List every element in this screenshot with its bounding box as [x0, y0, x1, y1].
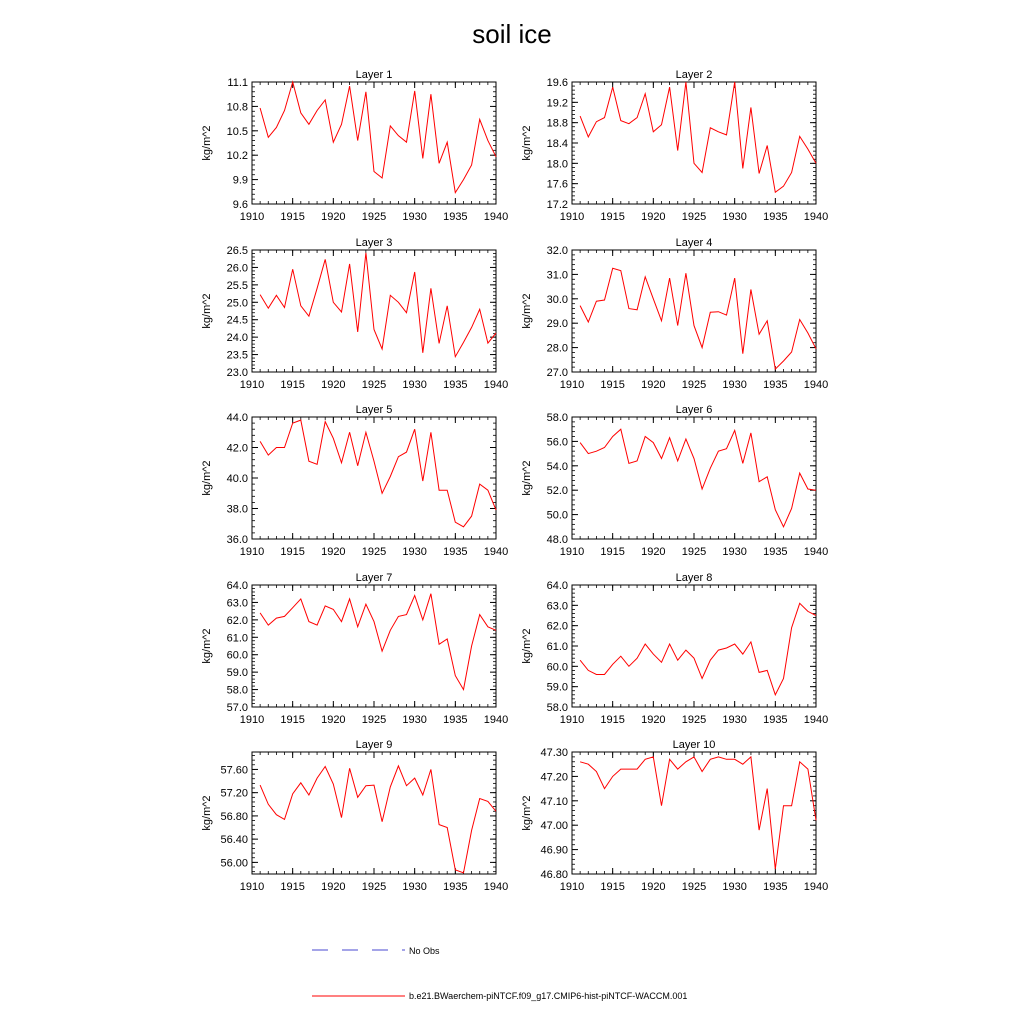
x-tick-label: 1935 — [443, 379, 468, 391]
x-tick-label: 1925 — [361, 379, 387, 391]
series-line — [580, 757, 816, 869]
y-tick-label: 57.20 — [220, 787, 248, 800]
y-tick-label: 19.6 — [546, 77, 568, 89]
y-tick-label: 64.0 — [226, 580, 248, 592]
x-tick-label: 1915 — [280, 379, 305, 391]
x-tick-label: 1930 — [402, 714, 427, 726]
panel-layer-6 — [521, 404, 828, 558]
panel-layer-3 — [201, 237, 508, 391]
panel-layer-2 — [521, 69, 828, 223]
x-tick-label: 1940 — [483, 546, 509, 558]
x-tick-label: 1925 — [361, 546, 387, 558]
x-tick-label: 1940 — [803, 211, 829, 223]
panel-layer-9 — [201, 739, 508, 893]
plot-frame — [252, 250, 496, 372]
panel-title: Layer 4 — [675, 237, 713, 249]
x-tick-label: 1915 — [280, 546, 305, 558]
y-tick-label: 58.0 — [546, 702, 568, 714]
plot-frame — [572, 82, 816, 204]
y-tick-label: 10.5 — [226, 125, 248, 138]
y-tick-label: 59.0 — [226, 667, 248, 680]
y-tick-label: 64.0 — [546, 580, 568, 592]
series-line — [580, 429, 816, 527]
panel-title: Layer 3 — [355, 237, 393, 249]
panel-title: Layer 2 — [675, 69, 713, 81]
x-tick-label: 1925 — [681, 211, 707, 223]
legend-no-obs-label: No Obs — [409, 946, 440, 956]
y-tick-label: 29.0 — [546, 318, 568, 331]
y-tick-label: 26.0 — [226, 262, 248, 275]
plot-frame — [572, 417, 816, 539]
x-tick-label: 1910 — [559, 714, 585, 726]
x-tick-label: 1925 — [681, 379, 707, 391]
y-tick-label: 48.0 — [546, 534, 568, 546]
x-tick-label: 1920 — [321, 211, 346, 223]
x-tick-label: 1930 — [402, 546, 427, 558]
x-tick-label: 1925 — [361, 211, 387, 223]
y-tick-label: 56.0 — [546, 436, 568, 449]
panel-title: Layer 9 — [355, 739, 393, 751]
x-tick-label: 1915 — [600, 379, 625, 391]
y-tick-label: 57.0 — [226, 702, 248, 714]
series-line — [580, 82, 816, 192]
x-tick-label: 1915 — [600, 211, 625, 223]
y-tick-label: 57.60 — [220, 764, 248, 777]
y-tick-label: 10.2 — [226, 150, 248, 163]
plot-frame — [572, 250, 816, 372]
panels-grid — [201, 69, 828, 893]
x-tick-label: 1930 — [722, 211, 747, 223]
y-tick-label: 62.0 — [226, 614, 248, 627]
x-tick-label: 1915 — [280, 714, 305, 726]
series-line — [260, 420, 496, 527]
panel-title: Layer 8 — [675, 572, 713, 584]
plot-frame — [252, 752, 496, 874]
x-tick-label: 1920 — [641, 881, 666, 893]
y-tick-label: 61.0 — [546, 641, 568, 653]
y-tick-label: 56.80 — [220, 810, 248, 823]
series-line — [260, 594, 496, 690]
x-tick-label: 1935 — [443, 546, 468, 558]
y-axis-label: kg/m^2 — [521, 628, 533, 664]
y-tick-label: 59.0 — [546, 681, 568, 694]
x-tick-label: 1935 — [763, 379, 788, 391]
x-tick-label: 1915 — [280, 211, 305, 223]
legend — [312, 946, 687, 1001]
x-tick-label: 1910 — [239, 211, 265, 223]
x-tick-label: 1910 — [559, 881, 585, 893]
x-tick-label: 1940 — [803, 379, 829, 391]
y-tick-label: 30.0 — [546, 293, 568, 306]
panel-title: Layer 6 — [675, 404, 713, 416]
y-tick-label: 44.0 — [226, 412, 248, 424]
x-tick-label: 1920 — [641, 211, 666, 223]
x-tick-label: 1940 — [483, 881, 509, 893]
x-tick-label: 1925 — [681, 881, 707, 893]
x-tick-label: 1920 — [321, 714, 346, 726]
y-tick-label: 52.0 — [546, 485, 568, 498]
x-tick-label: 1920 — [321, 379, 346, 391]
y-tick-label: 24.5 — [226, 314, 248, 327]
y-tick-label: 10.8 — [226, 101, 248, 114]
y-tick-label: 23.5 — [226, 349, 248, 362]
x-tick-label: 1930 — [722, 714, 747, 726]
panel-title: Layer 7 — [355, 572, 393, 584]
panel-layer-5 — [201, 404, 508, 558]
x-tick-label: 1930 — [722, 881, 747, 893]
y-tick-label: 56.00 — [220, 857, 248, 870]
y-tick-label: 58.0 — [226, 684, 248, 697]
y-axis-label: kg/m^2 — [521, 125, 533, 161]
y-tick-label: 54.0 — [546, 460, 568, 473]
y-tick-label: 19.2 — [546, 97, 568, 110]
series-line — [260, 253, 496, 357]
y-tick-label: 46.80 — [540, 869, 568, 881]
y-tick-label: 27.0 — [546, 367, 568, 379]
x-tick-label: 1920 — [641, 546, 666, 558]
y-tick-label: 50.0 — [546, 509, 568, 522]
y-tick-label: 60.0 — [226, 649, 248, 662]
y-tick-label: 62.0 — [546, 620, 568, 633]
panel-layer-10 — [521, 739, 828, 893]
x-tick-label: 1930 — [402, 211, 427, 223]
x-tick-label: 1935 — [443, 714, 468, 726]
x-tick-label: 1930 — [402, 881, 427, 893]
y-axis-label: kg/m^2 — [201, 293, 213, 329]
y-tick-label: 38.0 — [226, 503, 248, 516]
x-tick-label: 1915 — [600, 714, 625, 726]
x-tick-label: 1935 — [763, 714, 788, 726]
x-tick-label: 1915 — [600, 881, 625, 893]
y-tick-label: 25.0 — [226, 297, 248, 310]
y-axis-label: kg/m^2 — [201, 125, 213, 161]
y-tick-label: 61.0 — [226, 632, 248, 645]
panel-title: Layer 5 — [355, 404, 393, 416]
y-tick-label: 17.2 — [546, 199, 568, 211]
y-tick-label: 63.0 — [546, 600, 568, 613]
x-tick-label: 1940 — [803, 546, 829, 558]
y-tick-label: 25.5 — [226, 279, 248, 292]
x-tick-label: 1935 — [443, 881, 468, 893]
y-tick-label: 11.1 — [227, 77, 248, 89]
panel-layer-4 — [521, 237, 828, 391]
page-title: soil ice — [472, 19, 552, 49]
y-axis-label: kg/m^2 — [521, 795, 533, 831]
x-tick-label: 1935 — [443, 211, 468, 223]
x-tick-label: 1920 — [321, 881, 346, 893]
y-tick-label: 60.0 — [546, 661, 568, 674]
y-tick-label: 24.0 — [226, 332, 248, 345]
y-tick-label: 58.0 — [546, 412, 568, 424]
x-tick-label: 1940 — [803, 881, 829, 893]
y-tick-label: 32.0 — [546, 245, 568, 257]
x-tick-label: 1915 — [600, 546, 625, 558]
x-tick-label: 1910 — [239, 881, 265, 893]
y-tick-label: 63.0 — [226, 597, 248, 610]
y-tick-label: 26.5 — [226, 245, 248, 257]
panel-title: Layer 1 — [355, 69, 393, 81]
series-line — [580, 603, 816, 695]
y-tick-label: 46.90 — [540, 844, 568, 857]
panel-layer-1 — [201, 69, 508, 223]
x-tick-label: 1910 — [239, 379, 265, 391]
x-tick-label: 1910 — [559, 211, 585, 223]
y-tick-label: 40.0 — [226, 473, 248, 485]
plot-frame — [252, 585, 496, 707]
x-tick-label: 1910 — [239, 546, 265, 558]
x-tick-label: 1930 — [402, 379, 427, 391]
y-tick-label: 17.6 — [546, 178, 568, 191]
y-tick-label: 47.20 — [540, 771, 568, 784]
series-line — [260, 82, 496, 193]
x-tick-label: 1920 — [641, 714, 666, 726]
y-tick-label: 47.00 — [540, 820, 568, 833]
x-tick-label: 1920 — [641, 379, 666, 391]
y-tick-label: 9.9 — [232, 174, 248, 187]
y-axis-label: kg/m^2 — [201, 795, 213, 831]
y-tick-label: 47.30 — [540, 747, 568, 759]
series-line — [580, 268, 816, 369]
x-tick-label: 1940 — [483, 211, 509, 223]
x-tick-label: 1940 — [483, 379, 509, 391]
legend-model-label: b.e21.BWaerchem-piNTCF.f09_g17.CMIP6-hist-piNTCF-WACCM.001 — [409, 991, 688, 1001]
series-line — [260, 766, 496, 873]
y-tick-label: 18.8 — [546, 117, 568, 130]
x-tick-label: 1935 — [763, 211, 788, 223]
plot-frame — [572, 752, 816, 874]
x-tick-label: 1935 — [763, 546, 788, 558]
y-tick-label: 23.0 — [226, 367, 248, 379]
x-tick-label: 1925 — [361, 881, 387, 893]
x-tick-label: 1910 — [559, 546, 585, 558]
panel-layer-7 — [201, 572, 508, 726]
y-tick-label: 36.0 — [226, 534, 248, 546]
x-tick-label: 1925 — [681, 714, 707, 726]
panel-layer-8 — [521, 572, 828, 726]
panel-title: Layer 10 — [672, 739, 716, 751]
x-tick-label: 1920 — [321, 546, 346, 558]
y-axis-label: kg/m^2 — [521, 293, 533, 329]
x-tick-label: 1910 — [239, 714, 265, 726]
y-tick-label: 56.40 — [220, 834, 248, 847]
y-axis-label: kg/m^2 — [521, 460, 533, 496]
x-tick-label: 1935 — [763, 881, 788, 893]
x-tick-label: 1930 — [722, 379, 747, 391]
y-tick-label: 9.6 — [232, 199, 248, 211]
x-tick-label: 1930 — [722, 546, 747, 558]
y-tick-label: 42.0 — [226, 442, 248, 455]
x-tick-label: 1925 — [681, 546, 707, 558]
x-tick-label: 1925 — [361, 714, 387, 726]
y-tick-label: 28.0 — [546, 342, 568, 355]
x-tick-label: 1910 — [559, 379, 585, 391]
x-tick-label: 1940 — [483, 714, 509, 726]
y-axis-label: kg/m^2 — [201, 628, 213, 664]
y-axis-label: kg/m^2 — [201, 460, 213, 496]
plot-frame — [572, 585, 816, 707]
y-tick-label: 18.0 — [546, 158, 568, 171]
x-tick-label: 1940 — [803, 714, 829, 726]
y-tick-label: 47.10 — [540, 795, 568, 808]
x-tick-label: 1915 — [280, 881, 305, 893]
y-tick-label: 18.4 — [546, 138, 568, 150]
y-tick-label: 31.0 — [546, 269, 568, 282]
